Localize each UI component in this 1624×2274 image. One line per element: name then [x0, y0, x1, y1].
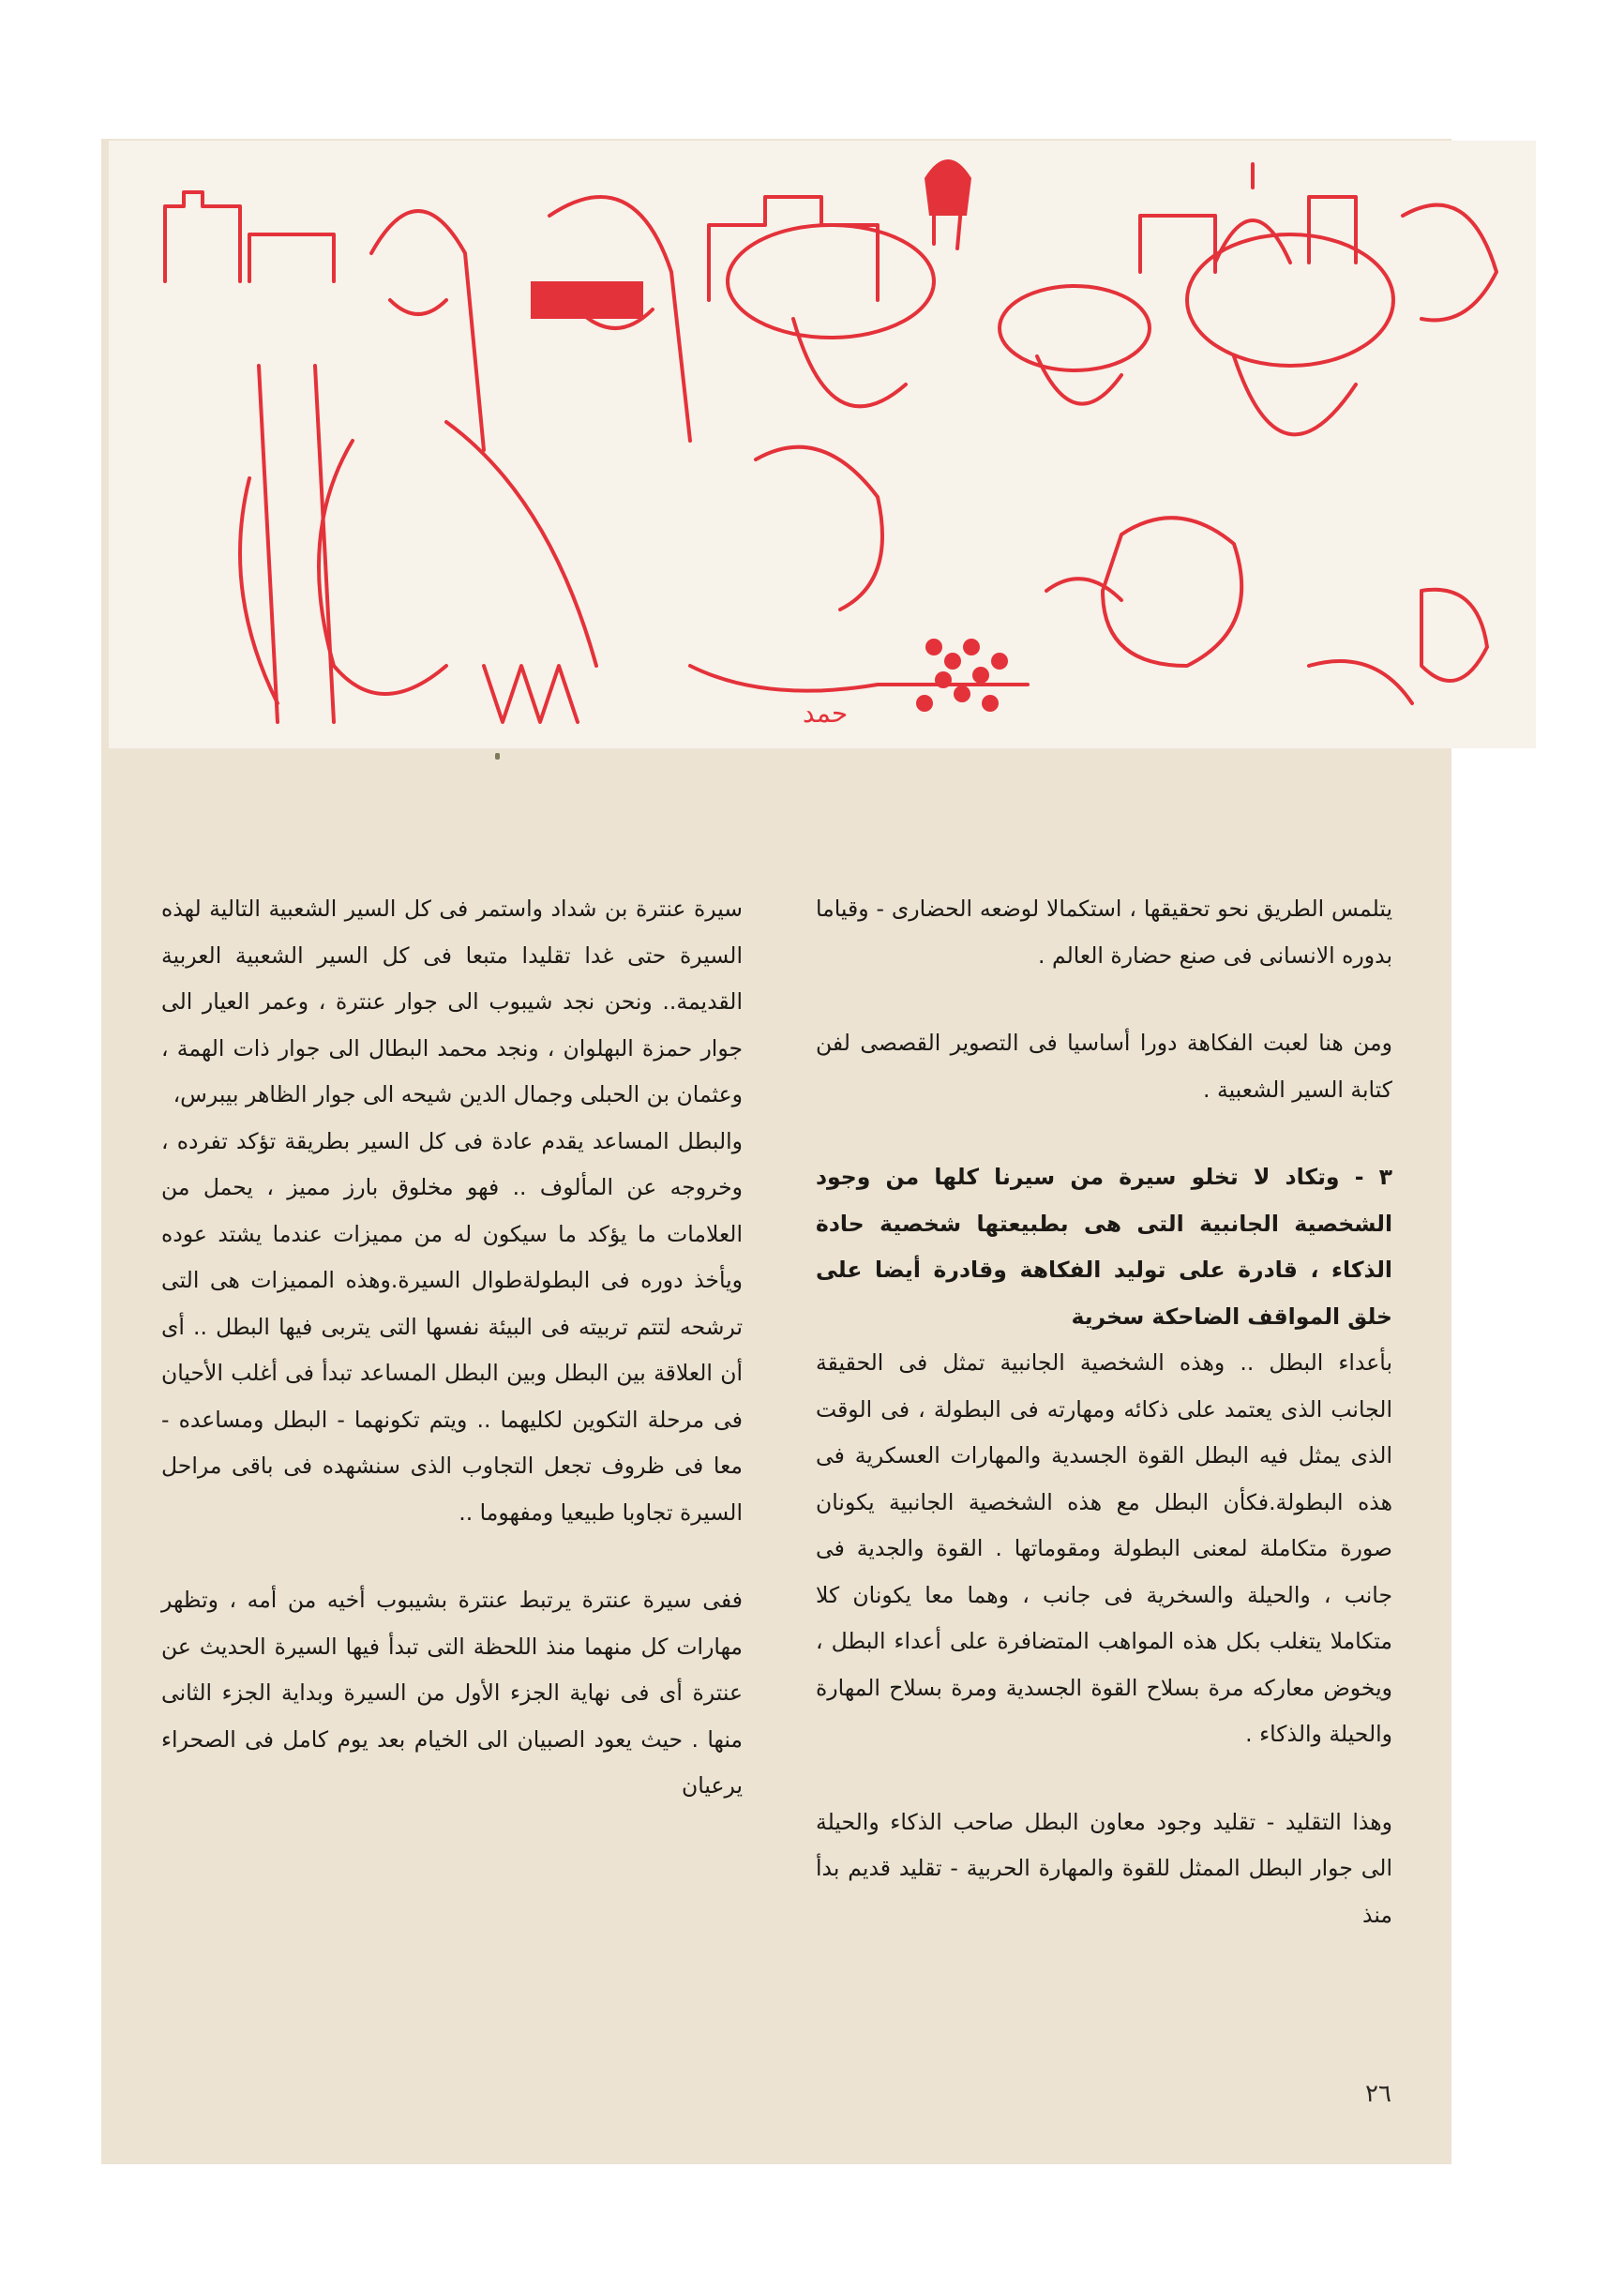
right-paragraph-3-bold: ٣ - وتكاد لا تخلو سيرة من سيرنا كلها من وجود الشخصية الجانبية التى هى بطبيعتها شخصية حادة الذكاء ، قادرة على توليد الفكاهة وقادرة أيضا على خلق المواقف الضاحكة سخرية [816, 1164, 1392, 1330]
right-paragraph-4: بأعداء البطل .. وهذه الشخصية الجانبية تمثل فى الحقيقة الجانب الذى يعتمد على ذكائه ومهارته فى البطولة ، فى الوقت الذى يمثل فيه البطل القوة الجسدية والمهارات العسكرية فى هذه البطولة.فكأن البطل مع هذه الشخصية الجانبية يكونان صورة متكاملة لمعنى البطولة ومقوماتها . القوة والجدية فى جانب ، والحيلة والسخرية فى جانب ، وهما معا يكونان كلا متكاملا يتغلب بكل هذه المواهب المتضافرة على أعداء البطل ، ويخوض معاركه مرة بسلاح القوة الجسدية ومرة بسلاح المهارة والحيلة والذكاء . [816, 1349, 1392, 1747]
left-paragraph-2: والبطل المساعد يقدم عادة فى كل السير بطريقة تؤكد تفرده ، وخروجه عن المألوف .. فهو مخلوق بارز مميز ، يحمل من العلامات ما يؤكد ما سيكون له من مميزات عندما يشتد عوده ويأخذ دوره فى البطولةطوال السيرة.وهذه المميزات هى التى ترشحه لتتم تربيته فى البيئة نفسها التى يتربى فيها البطل .. أى أن العلاقة بين البطل وبين البطل المساعد تبدأ فى أغلب الأحيان فى مرحلة التكوين لكليهما .. ويتم تكونهما - البطل ومساعده - معا فى ظروف تجعل التجاوب الذى سنشهده فى باقى مراحل السيرة تجاوبا طبيعيا ومفهوما .. [161, 1127, 743, 1526]
left-paragraph-1: سيرة عنترة بن شداد واستمر فى كل السير الشعبية التالية لهذه السيرة حتى غدا تقليدا متبعا فى كل السير الشعبية العربية القديمة.. ونحن نجد شيبوب الى جوار عنترة ، وعمر العيار الى جوار حمزة البهلوان ، ونجد محمد البطال الى جوار ذات الهمة ، وعثمان بن الحبلى وجمال الدين شيحه الى جوار الظاهر بيبرس، [161, 896, 743, 1107]
artist-signature: حمد [803, 698, 849, 729]
right-paragraph-1: يتلمس الطريق نحو تحقيقها ، استكمالا لوضعه الحضارى - وقياما بدوره الانسانى فى صنع حضارة العالم . [816, 896, 1392, 969]
page-number: ٢٦ [1365, 2080, 1391, 2108]
right-paragraph-5: وهذا التقليد - تقليد وجود معاون البطل صاحب الذكاء والحيلة الى جوار البطل الممثل للقوة والمهارة الحربية - تقليد قديم بدأ منذ [816, 1808, 1392, 1928]
left-paragraph-3: ففى سيرة عنترة يرتبط عنترة بشيبوب أخيه من أمه ، وتظهر مهارات كل منهما منذ اللحظة التى تبدأ فيها السيرة الحديث عن عنترة أى فى نهاية الجزء الأول من السيرة وبداية الجزء الثانى منها . حيث يعود الصبيان الى الخيام بعد يوم كامل فى الصحراء يرعيان [161, 1587, 743, 1799]
folk-market-scene-icon [109, 141, 1536, 748]
right-paragraph-2: ومن هنا لعبت الفكاهة دورا أساسيا فى التصوير القصصى لفن كتابة السير الشعبية . [816, 1030, 1392, 1103]
market-scene-illustration [109, 141, 1536, 748]
left-column [161, 886, 743, 1810]
right-column [816, 886, 1392, 1938]
ink-speck [495, 753, 500, 760]
